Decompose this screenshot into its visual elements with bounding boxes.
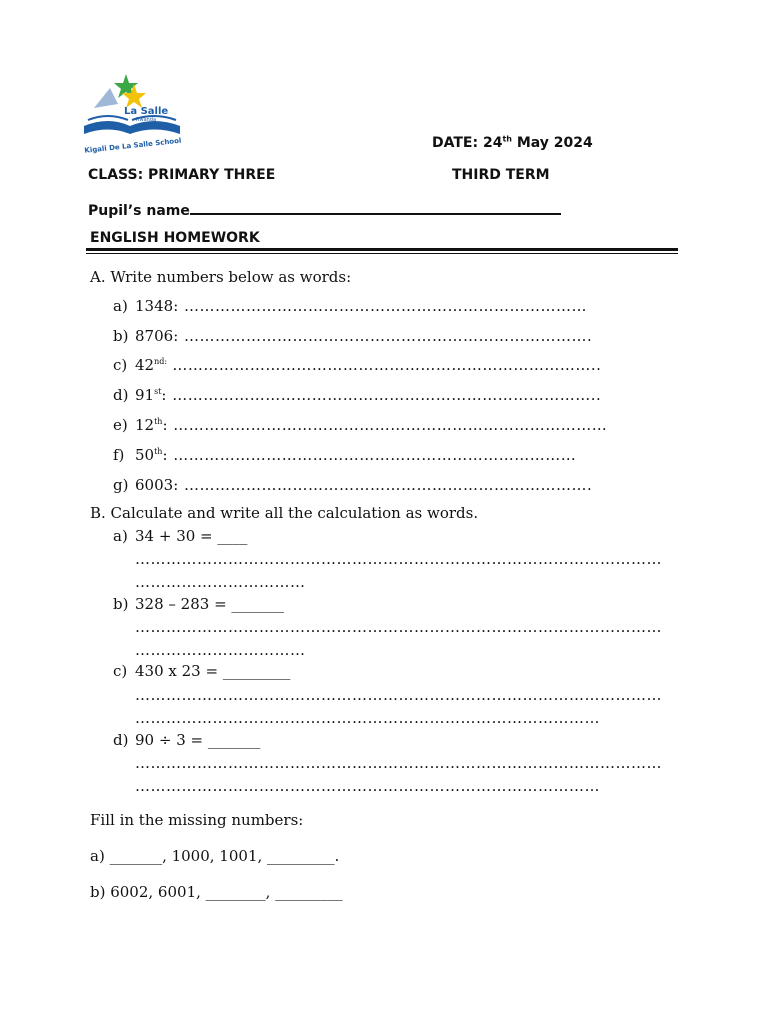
answer-line[interactable]: : …………………………………………………………………………	[162, 416, 608, 434]
calculation-expression: 430 x 23 = _________	[135, 662, 291, 680]
answer-line[interactable]: : ……………………………………………………………………	[173, 297, 588, 315]
list-item: e) 12th: …………………………………………………………………………	[113, 416, 608, 434]
term-label: THIRD TERM	[452, 167, 550, 183]
list-item: d) 90 ÷ 3 = _______	[113, 731, 261, 749]
header-rule-thin	[86, 253, 678, 254]
list-item: c) 430 x 23 = _________	[113, 662, 291, 680]
calculation-expression: 90 ÷ 3 = _______	[135, 731, 261, 749]
date-suffix: May 2024	[511, 135, 593, 151]
answer-line[interactable]: ………………………………………………………………………..	[167, 356, 602, 374]
date-ordinal: th	[502, 134, 512, 144]
logo-sub-text: Rwanda	[136, 117, 157, 123]
answer-line[interactable]: ……………………………	[135, 573, 306, 591]
pupil-name-label: Pupil’s name	[88, 203, 190, 219]
list-item: f) 50th: ……………………………………………………………………	[113, 446, 577, 464]
list-item: b) 328 – 283 = _______	[113, 595, 284, 613]
logo-brand-text: La Salle	[124, 106, 169, 117]
logo-school-text: Kigali De La Salle School	[84, 136, 182, 155]
fill-missing-heading: Fill in the missing numbers:	[90, 811, 304, 829]
answer-line[interactable]: ………………………………………………………………………………	[135, 777, 600, 795]
answer-line[interactable]: : …………………………………………………………………….	[173, 476, 593, 494]
header-rule-thick	[86, 248, 678, 251]
list-item: b) 8706: …………………………………………………………………….	[113, 327, 593, 345]
school-logo	[80, 68, 190, 158]
fill-missing-item[interactable]: b) 6002, 6001, ________, _________	[90, 883, 343, 901]
date-line	[432, 135, 593, 151]
list-item: a) 34 + 30 = ____	[113, 527, 248, 545]
list-item: c) $42^{nd:}$ ………………………………………………………………………..	[113, 356, 602, 374]
list-item: d) 91st: ………………………………………………………………………..	[113, 386, 602, 404]
pupil-name-line	[88, 199, 561, 219]
answer-line[interactable]: ………………………………………………………………………………	[135, 709, 600, 727]
subject-title: ENGLISH HOMEWORK	[90, 230, 260, 246]
answer-line[interactable]: ……………………………	[135, 641, 306, 659]
section-b-heading: B. Calculate and write all the calculation as words.	[90, 504, 479, 522]
answer-line[interactable]: : ……………………………………………………………………	[162, 446, 577, 464]
answer-line[interactable]: …………………………………………………………………………………………	[135, 754, 662, 772]
class-label: CLASS: PRIMARY THREE	[88, 167, 276, 183]
calculation-expression: 328 – 283 = _______	[135, 595, 284, 613]
answer-line[interactable]: …………………………………………………………………………………………	[135, 550, 662, 568]
answer-line[interactable]: : ………………………………………………………………………..	[161, 386, 602, 404]
list-item: a) 1348: ……………………………………………………………………	[113, 297, 588, 315]
calculation-expression: 34 + 30 = ____	[135, 527, 248, 545]
answer-line[interactable]: …………………………………………………………………………………………	[135, 618, 662, 636]
answer-line[interactable]: …………………………………………………………………………………………	[135, 686, 662, 704]
fill-missing-item[interactable]: a) _______, 1000, 1001, _________.	[90, 847, 340, 865]
answer-line[interactable]: : …………………………………………………………………….	[173, 327, 593, 345]
date-prefix: DATE: 24	[432, 135, 503, 151]
section-a-heading: A. Write numbers below as words:	[90, 268, 352, 286]
list-item: g) 6003: …………………………………………………………………….	[113, 476, 593, 494]
pupil-name-field[interactable]	[190, 199, 561, 215]
